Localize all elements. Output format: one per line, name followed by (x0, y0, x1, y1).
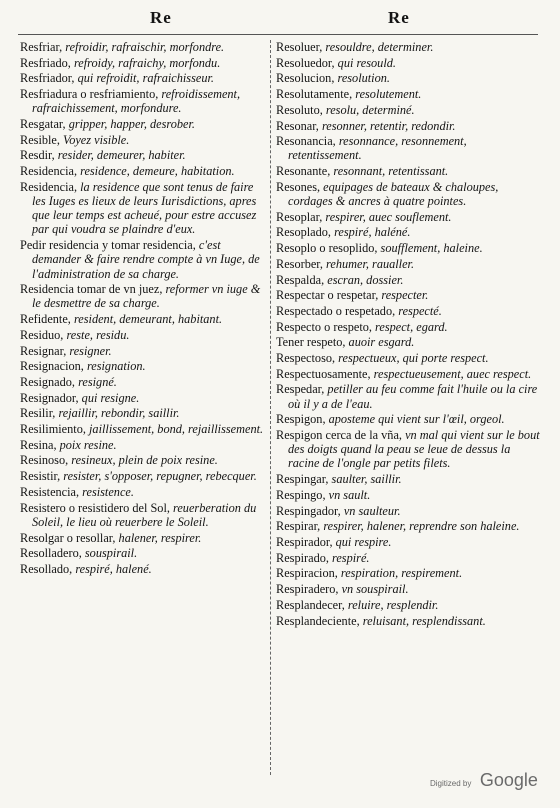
entry-definition: jaillissement, bond, rejaillissement. (89, 422, 264, 437)
entry-headword: Resoplar, (276, 209, 326, 224)
dictionary-entry (276, 241, 542, 255)
entry-headword: Resignar, (20, 343, 70, 358)
entry-headword: Respiracion, (276, 566, 341, 581)
entry-headword: Tener respeto, (276, 335, 349, 350)
entry-definition: soufflement, haleine. (380, 241, 483, 256)
dictionary-entry (276, 56, 542, 70)
entry-definition: resolution. (337, 71, 390, 86)
entry-definition: reluire, resplendir. (347, 597, 439, 612)
dictionary-entry (20, 546, 264, 560)
dictionary-entry (20, 485, 264, 499)
entry-headword: Resonante, (276, 164, 334, 179)
entry-definition: rehumer, raualler. (326, 256, 415, 271)
entry-definition: resineux, plein de poix resine. (71, 453, 218, 468)
entry-headword: Residencia, (20, 179, 81, 194)
entry-definition: vn mal qui vient sur le bout des doigts quand la peau se leue de dessus la racine de l'ongle par petits filets. (288, 428, 540, 471)
entry-headword: Respigon, (276, 412, 329, 427)
dictionary-entry (20, 282, 264, 310)
dictionary-entry (20, 375, 264, 389)
entry-headword: Respingar, (276, 472, 332, 487)
entry-definition: refroidir, rafraischir, morfondre. (65, 40, 225, 54)
entry-headword: Resoplado, (276, 225, 335, 240)
dictionary-entry (276, 164, 542, 178)
entry-headword: Resfriadura o resfriamiento, (20, 87, 162, 102)
entry-definition: resouldre, determiner. (325, 40, 434, 54)
entry-headword: Resoluedor, (276, 55, 338, 70)
dictionary-entry (20, 328, 264, 342)
column-divider (270, 40, 271, 775)
dictionary-entry (276, 472, 542, 486)
dictionary-entry (20, 180, 264, 237)
dictionary-entry (20, 148, 264, 162)
entry-definition: respectueux, qui porte respect. (338, 351, 489, 366)
dictionary-entry (20, 117, 264, 131)
dictionary-entry (276, 134, 542, 162)
entry-definition: resolutement. (355, 87, 422, 102)
dictionary-entry (20, 56, 264, 70)
entry-definition: la residence que sont tenus de faire les Iuges es lieux de leurs Iurisdictions, apres que leur temps est acheué, pour estre accusez par qui voudra se plaindre d'eux. (32, 179, 257, 237)
entry-definition: qui respire. (335, 535, 392, 549)
dictionary-entry (20, 501, 264, 529)
digitized-by-google-watermark (430, 770, 538, 791)
entry-headword: Resolgar o resollar, (20, 530, 119, 545)
entry-headword: Respirar, (276, 519, 324, 534)
entry-headword: Respirado, (276, 550, 333, 565)
dictionary-entry (276, 288, 542, 302)
entry-headword: Respalda, (276, 272, 328, 287)
left-column (20, 40, 264, 578)
running-head-right: Re (388, 8, 410, 27)
entry-headword: Resilimiento, (20, 422, 89, 437)
dictionary-entry (276, 519, 542, 533)
entry-definition: respiré, halené. (75, 561, 152, 576)
dictionary-entry (276, 428, 542, 471)
dictionary-entry (276, 504, 542, 518)
entry-headword: Resignado, (20, 374, 79, 389)
dictionary-entry (276, 40, 542, 54)
entry-headword: Resible, (20, 132, 64, 147)
dictionary-entry (20, 391, 264, 405)
entry-headword: Resonancia, (276, 134, 339, 149)
dictionary-entry (20, 562, 264, 576)
entry-headword: Respiradero, (276, 582, 342, 597)
header-rule (18, 34, 538, 35)
entry-headword: Resolucion, (276, 71, 338, 86)
dictionary-entry (276, 103, 542, 117)
dictionary-entry (276, 119, 542, 133)
dictionary-entry (20, 438, 264, 452)
entry-headword: Resorber, (276, 256, 327, 271)
digitized-by-text: Digitized by (430, 779, 472, 788)
entry-headword: Resfriado, (20, 55, 74, 70)
entry-headword: Respectar o respetar, (276, 288, 382, 303)
entry-headword: Resina, (20, 437, 60, 452)
dictionary-entry (20, 238, 264, 281)
entry-headword: Resolladero, (20, 546, 85, 561)
entry-definition: escran, dossier. (327, 272, 404, 287)
entry-definition: c'est demander & faire rendre compte à vn Iuge, de l'administration de sa charge. (32, 238, 260, 281)
entry-definition: respecté. (398, 303, 442, 318)
entry-definition: respectueusement, auec respect. (373, 366, 532, 381)
entry-definition: vn saulteur. (343, 503, 401, 518)
entry-definition: souspirail. (84, 546, 138, 561)
entry-headword: Residencia tomar de vn juez, (20, 282, 166, 297)
dictionary-entry (20, 164, 264, 178)
entry-headword: Resignacion, (20, 359, 87, 374)
entry-definition: resonner, retentir, redondir. (321, 118, 456, 133)
entry-definition: halener, respirer. (118, 530, 202, 545)
entry-definition: saulter, saillir. (331, 472, 402, 487)
entry-definition: refroidy, rafraichy, morfondu. (73, 55, 221, 70)
entry-headword: Respectuosamente, (276, 366, 374, 381)
dictionary-entry (20, 133, 264, 147)
dictionary-entry (276, 367, 542, 381)
entry-headword: Resistero o resistidero del Sol, (20, 500, 174, 515)
entry-headword: Refidente, (20, 312, 74, 327)
dictionary-entry (276, 351, 542, 365)
dictionary-entry (276, 566, 542, 580)
entry-definition: resister, s'opposer, repugner, rebecquer. (63, 469, 257, 484)
entry-definition: respect, egard. (375, 319, 448, 334)
running-head-left: Re (150, 8, 172, 27)
entry-headword: Resoplo o resoplido, (276, 241, 381, 256)
dictionary-entry (276, 598, 542, 612)
entry-definition: poix resine. (59, 437, 117, 452)
dictionary-entry (276, 225, 542, 239)
entry-headword: Resgatar, (20, 117, 69, 132)
entry-headword: Resoluto, (276, 102, 326, 117)
entry-definition: aposteme qui vient sur l'œil, orgeol. (328, 412, 505, 427)
entry-definition: resider, demeurer, habiter. (57, 148, 186, 163)
entry-headword: Resistir, (20, 469, 64, 484)
entry-definition: resolu, determiné. (325, 102, 415, 117)
entry-definition: respecter. (381, 288, 429, 303)
entry-headword: Resoluer, (276, 40, 326, 54)
entry-definition: reluisant, resplendissant. (362, 613, 486, 628)
entry-headword: Resdir, (20, 148, 58, 163)
entry-headword: Pedir residencia y tomar residencia, (20, 238, 199, 253)
entry-definition: resistence. (82, 484, 134, 499)
dictionary-entry (276, 71, 542, 85)
dictionary-entry (276, 614, 542, 628)
entry-definition: respirer, halener, reprendre son haleine. (323, 519, 520, 534)
entry-headword: Respecto o respeto, (276, 319, 376, 334)
entry-headword: Respedar, (276, 382, 328, 397)
entry-headword: Residuo, (20, 327, 67, 342)
dictionary-entry (276, 551, 542, 565)
entry-headword: Resfriar, (20, 40, 66, 54)
entry-definition: vn souspirail. (341, 582, 409, 597)
entry-definition: petiller au feu comme fait l'huile ou la cire où il y a de l'eau. (288, 382, 538, 411)
dictionary-entry (20, 359, 264, 373)
entry-headword: Resilir, (20, 406, 59, 421)
page-header (0, 8, 560, 34)
dictionary-entry (20, 406, 264, 420)
entry-definition: resident, demeurant, habitant. (73, 312, 223, 327)
entry-headword: Resolutamente, (276, 87, 356, 102)
entry-headword: Resignador, (20, 390, 82, 405)
dictionary-entry (20, 40, 264, 54)
dictionary-entry (276, 488, 542, 502)
entry-headword: Resistencia, (20, 484, 83, 499)
dictionary-entry (276, 87, 542, 101)
entry-headword: Respigon cerca de la vña, (276, 428, 406, 443)
dictionary-entry (276, 335, 542, 349)
dictionary-entry (20, 453, 264, 467)
entry-headword: Resfriador, (20, 71, 78, 86)
entry-headword: Respectado o respetado, (276, 303, 399, 318)
entry-definition: respiration, respirement. (340, 566, 463, 581)
entry-definition: Voyez visible. (63, 132, 130, 147)
dictionary-entry (276, 382, 542, 410)
dictionary-entry (20, 312, 264, 326)
entry-definition: rejaillir, rebondir, saillir. (58, 406, 180, 421)
entry-definition: resonnant, retentissant. (333, 164, 449, 179)
entry-headword: Respingo, (276, 487, 329, 502)
entry-headword: Resonar, (276, 118, 322, 133)
entry-headword: Resplandeciente, (276, 613, 363, 628)
entry-definition: qui resould. (337, 55, 396, 70)
dictionary-entry (276, 180, 542, 208)
entry-definition: refroidissement, rafraichissement, morfondure. (32, 87, 241, 116)
entry-definition: gripper, happer, desrober. (68, 117, 195, 132)
entry-definition: respiré, haléné. (334, 225, 411, 240)
dictionary-entry (276, 304, 542, 318)
dictionary-entry (276, 412, 542, 426)
entry-definition: equipages de bateaux & chaloupes, cordages & ancres à quatre pointes. (288, 179, 499, 209)
entry-headword: Resinoso, (20, 453, 72, 468)
entry-definition: respirer, auec souflement. (325, 209, 452, 224)
dictionary-entry (276, 535, 542, 549)
dictionary-entry (20, 531, 264, 545)
dictionary-entry (20, 422, 264, 436)
entry-definition: resigner. (69, 343, 112, 358)
entry-definition: qui refroidit, rafraichisseur. (77, 71, 214, 86)
google-logo: Google (479, 770, 538, 790)
entry-definition: resonnance, resonnement, retentissement. (288, 134, 467, 163)
entry-definition: respiré. (332, 550, 370, 565)
entry-headword: Resones, (276, 179, 324, 194)
dictionary-entry (276, 582, 542, 596)
entry-headword: Resollado, (20, 561, 76, 576)
entry-definition: reuerberation du Soleil, le lieu où reuerbere le Soleil. (32, 500, 257, 529)
entry-definition: resigné. (78, 374, 117, 389)
entry-headword: Respirador, (276, 535, 336, 549)
entry-headword: Respingador, (276, 503, 344, 518)
dictionary-entry (276, 210, 542, 224)
entry-definition: vn sault. (328, 487, 371, 502)
dictionary-entry (20, 469, 264, 483)
entry-headword: Respectoso, (276, 351, 339, 366)
entry-definition: reformer vn iuge & le desmettre de sa charge. (32, 282, 261, 311)
dictionary-entry (20, 87, 264, 115)
dictionary-entry (276, 320, 542, 334)
entry-definition: qui resigne. (81, 390, 140, 405)
dictionary-entry (20, 71, 264, 85)
dictionary-entry (276, 257, 542, 271)
entry-definition: residence, demeure, habitation. (80, 164, 235, 179)
entry-definition: auoir esgard. (348, 335, 415, 350)
dictionary-entry (276, 273, 542, 287)
dictionary-entry (20, 344, 264, 358)
entry-definition: resignation. (86, 359, 146, 374)
entry-definition: reste, residu. (66, 327, 130, 342)
right-column (276, 40, 542, 629)
entry-headword: Residencia, (20, 164, 81, 179)
entry-headword: Resplandecer, (276, 597, 348, 612)
